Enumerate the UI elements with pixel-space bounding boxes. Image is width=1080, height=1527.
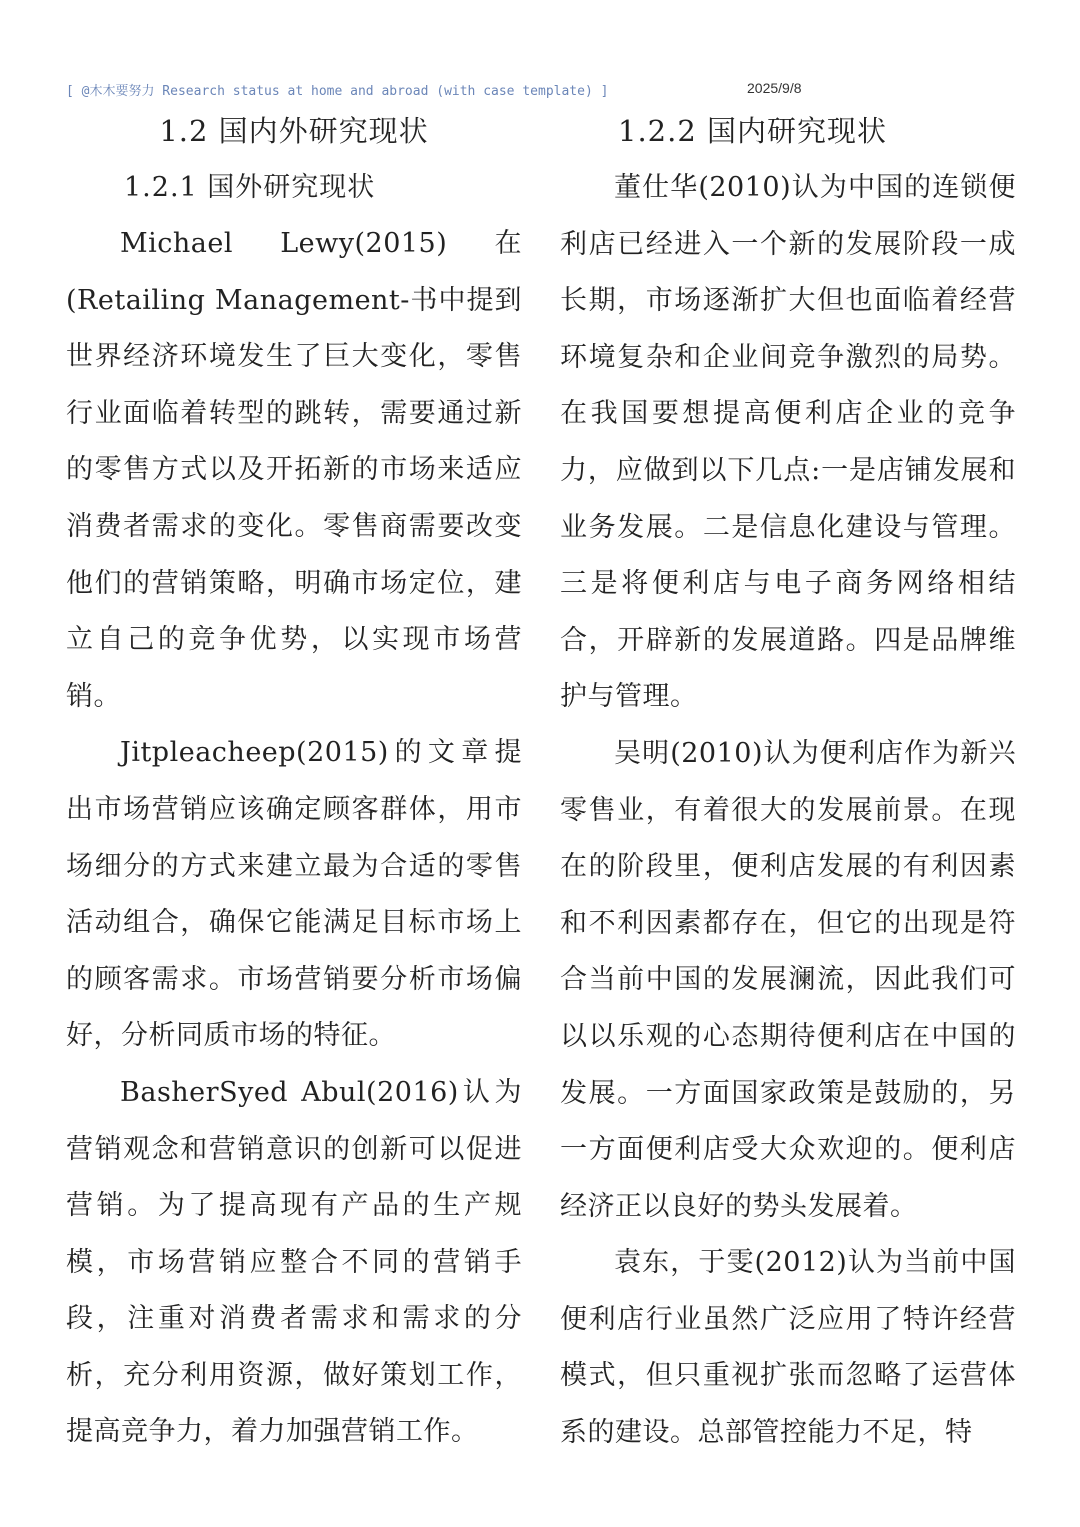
paragraph: 袁东，于雯(2012)认为当前中国便利店行业虽然广泛应用了特许经营模式，但只重视扩张而忽略了运营体系的建设。总部管控能力不足，特: [560, 1247, 1016, 1449]
paragraph: Jitpleacheep(2015)的文章提出市场营销应该确定顾客群体，用市场细分的方式来建立最为合适的零售活动组合，确保它能满足目标市场上的顾客需求。市场营销要分析市场偏好，分析同质市场的特征。: [66, 737, 522, 1052]
left-column: [66, 108, 522, 1461]
section-title: 1.2 国内外研究现状: [159, 114, 429, 148]
right-column: [560, 108, 1016, 1462]
paragraph: 吴明(2010)认为便利店作为新兴零售业，有着很大的发展前景。在现在的阶段里，便利店发展的有利因素和不利因素都存在，但它的出现是符合当前中国的发展澜流，因此我们可以以乐观的心态期待便利店在中国的发展。一方面国家政策是鼓励的，另一方面便利店受大众欢迎的。便利店经济正以良好的势头发展着。: [560, 737, 1016, 1222]
page-header: [66, 80, 1016, 100]
subsection-title-domestic: 1.2.2 国内研究现状: [618, 114, 888, 148]
paragraph: BasherSyed Abul(2016)认为营销观念和营销意识的创新可以促进营销。为了提高现有产品的生产规模，市场营销应整合不同的营销手段，注重对消费者需求和需求的分析，充分利用资源，做好策划工作，提高竞争力，着力加强营销工作。: [66, 1076, 522, 1448]
document-source-label: [ @木木要努力 Research status at home and abroad (with case template) ]: [66, 84, 609, 99]
subsection-title-foreign: 1.2.1 国外研究现状: [124, 172, 376, 203]
paragraph: 董仕华(2010)认为中国的连锁便利店已经进入一个新的发展阶段一成长期，市场逐渐扩大但也面临着经营环境复杂和企业间竞争激烈的局势。在我国要想提高便利店企业的竞争力，应做到以下几点:一是店铺发展和业务发展。二是信息化建设与管理。三是将便利店与电子商务网络相结合，开辟新的发展道路。四是品牌维护与管理。: [560, 172, 1016, 713]
document-date: 2025/9/8: [747, 80, 802, 96]
paragraph: Michael Lewy(2015) 在 (Retailing Management-书中提到世界经济环境发生了巨大变化，零售行业面临着转型的跳转，需要通过新的零售方式以及开拓新的市场来适应消费者需求的变化。零售商需要改变他们的营销策略，明确市场定位，建立自己的竞争优势，以实现市场营销。: [66, 228, 522, 712]
